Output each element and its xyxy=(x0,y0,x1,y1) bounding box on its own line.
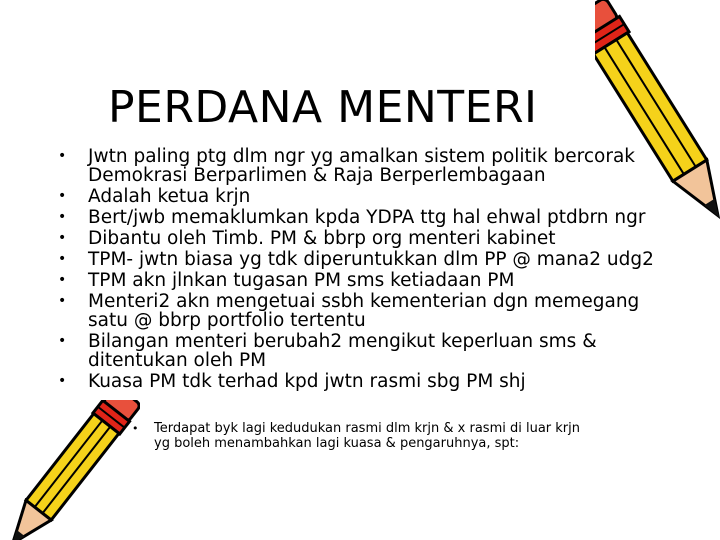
bullet-dot: • xyxy=(58,209,67,225)
list-item xyxy=(58,372,658,391)
bullet-dot: • xyxy=(58,230,67,246)
bullet-text: Kuasa PM tdk terhad kpd jwtn rasmi sbg PM shj xyxy=(88,371,526,392)
bullet-text: Adalah ketua krjn xyxy=(88,186,251,207)
bullet-text: Bert/jwb memaklumkan kpda YDPA ttg hal ehwal ptdbrn ngr xyxy=(88,207,646,228)
bullet-dot: • xyxy=(132,422,139,435)
list-item xyxy=(58,292,658,330)
bullet-dot: • xyxy=(58,188,67,204)
bullet-dot: • xyxy=(58,272,67,288)
bullet-dot: • xyxy=(58,148,67,164)
sub-bullet-list xyxy=(132,421,652,451)
bullet-list xyxy=(58,147,658,393)
list-item xyxy=(58,187,658,206)
bullet-dot: • xyxy=(58,333,67,349)
bullet-dot: • xyxy=(58,373,67,389)
bullet-text: Jwtn paling ptg dlm ngr yg amalkan sistem politik bercorak Demokrasi Berparlimen & Raja Berperlembagaan xyxy=(88,146,636,186)
list-item xyxy=(58,271,658,290)
sub-bullet-text: Terdapat byk lagi kedudukan rasmi dlm krjn & x rasmi di luar krjn yg boleh menambahkan lagi kuasa & pengaruhnya, spt: xyxy=(154,421,580,451)
list-item xyxy=(132,421,652,451)
bullet-text: TPM- jwtn biasa yg tdk diperuntukkan dlm PP @ mana2 udg2 xyxy=(88,249,654,270)
bullet-text: Dibantu oleh Timb. PM & bbrp org menteri kabinet xyxy=(88,228,556,249)
bullet-text: Menteri2 akn mengetuai ssbh kementerian dgn memegang satu @ bbrp portfolio tertentu xyxy=(88,291,640,331)
pencil-icon xyxy=(0,400,140,540)
bullet-dot: • xyxy=(58,293,67,309)
list-item xyxy=(58,147,658,185)
list-item xyxy=(58,250,658,269)
bullet-dot: • xyxy=(58,251,67,267)
bullet-text: TPM akn jlnkan tugasan PM sms ketiadaan PM xyxy=(88,270,515,291)
list-item xyxy=(58,229,658,248)
list-item xyxy=(58,332,658,370)
list-item xyxy=(58,208,658,227)
slide-title: PERDANA MENTERI xyxy=(108,82,538,133)
bullet-text: Bilangan menteri berubah2 mengikut keperluan sms & ditentukan oleh PM xyxy=(88,331,597,371)
